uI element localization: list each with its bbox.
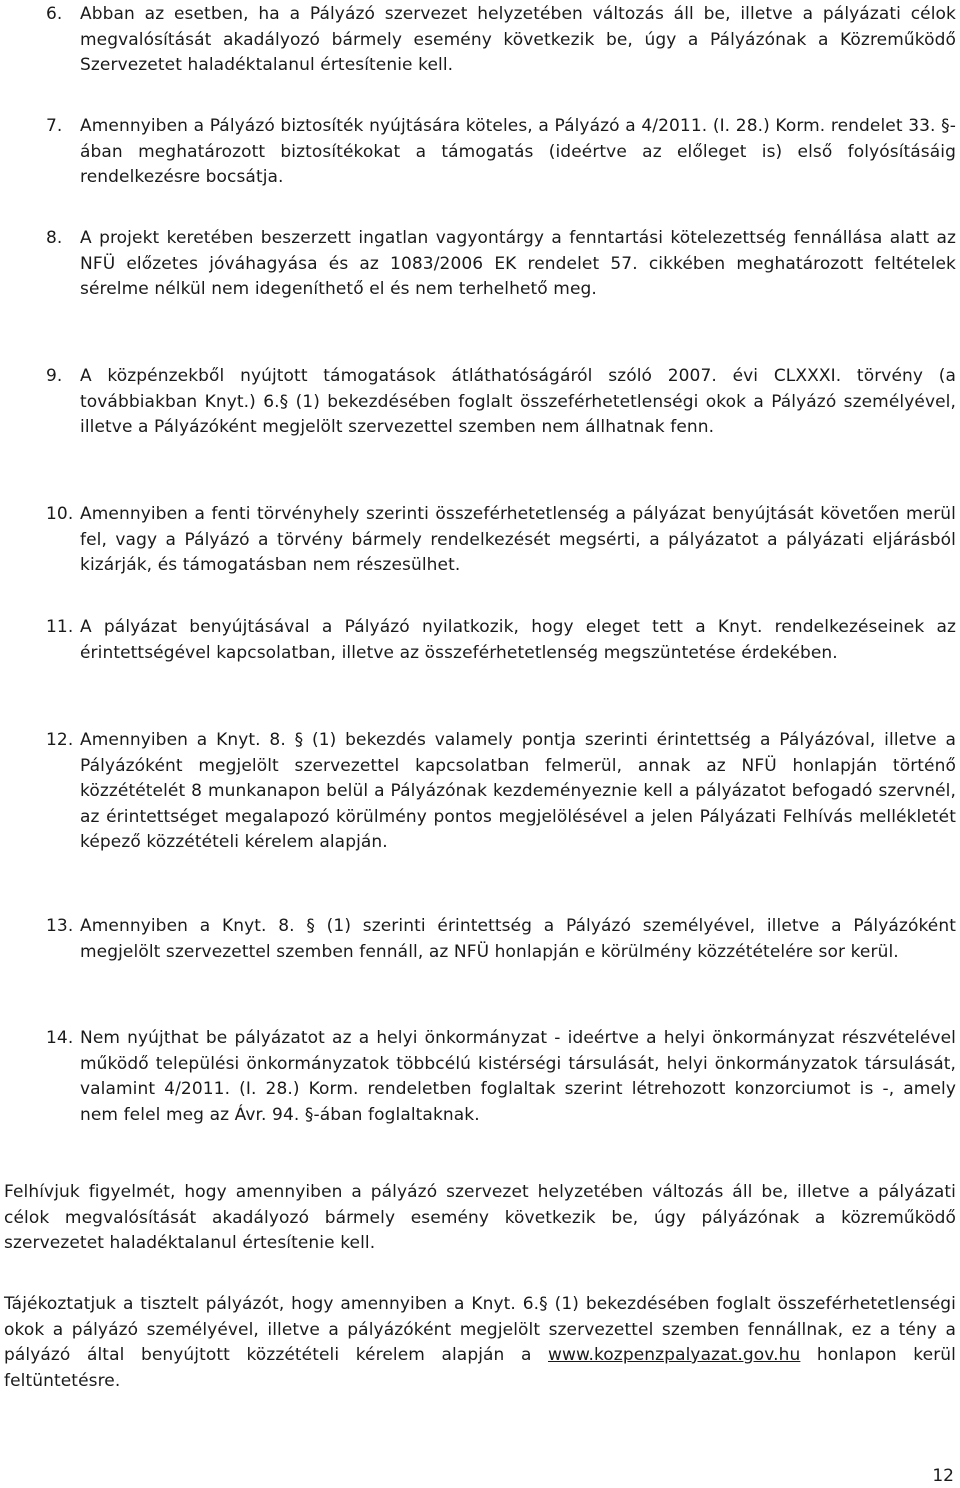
item-text: Abban az esetben, ha a Pályázó szervezet helyzetében változás áll be, illetve a pályázati célok megvalósítását akadályozó bármely esemény következik be, úgy a Pályázónak a Közreműködő Szervezetet haladéktalanul értesítenie kell. xyxy=(80,4,956,75)
item-number: 7. xyxy=(46,116,63,136)
item-number: 10. xyxy=(46,504,74,524)
item-text: A pályázat benyújtásával a Pályázó nyilatkozik, hogy eleget tett a Knyt. rendelkezéseinek az érintettségével kapcsolatban, illetve az összeférhetetlenség megszüntetése érdekében. xyxy=(80,617,956,663)
list-item-10 xyxy=(0,502,956,579)
item-number: 14. xyxy=(46,1028,74,1048)
item-text: A közpénzekből nyújtott támogatások átláthatóságáról szóló 2007. évi CLXXXI. törvény (a továbbiakban Knyt.) 6.§ (1) bekezdésében foglalt összeférhetetlenségi okok a Pályázó személyével, illetve a Pályázóként megjelölt szervezettel szemben nem állhatnak fenn. xyxy=(80,366,956,437)
list-item-6 xyxy=(0,2,956,79)
item-number: 9. xyxy=(46,366,63,386)
item-number: 8. xyxy=(46,228,63,248)
notice-paragraph-change: Felhívjuk figyelmét, hogy amennyiben a pályázó szervezet helyzetében változás áll be, illetve a pályázati célok megvalósítását akadályozó bármely esemény következik be, úgy pályázónak a közreműködő szervezetet haladéktalanul értesítenie kell. xyxy=(4,1182,956,1253)
list-item-13 xyxy=(0,914,956,965)
list-item-7 xyxy=(0,114,956,191)
page-number: 12 xyxy=(932,1466,954,1486)
item-text: Amennyiben a Knyt. 8. § (1) bekezdés valamely pontja szerinti érintettség a Pályázóval, illetve a Pályázóként megjelölt szervezettel kapcsolatban felmerül, annak az NFÜ honlapján történő közzétételét 8 munkanapon belül a Pályázónak kezdeményeznie kell a pályázatot befogadó szervnél, az érintettséget megalapozó körülmény pontos megjelölésével a jelen Pályázati Felhívás mellékletét képező közzétételi kérelem alapján. xyxy=(80,730,956,852)
list-item-9 xyxy=(0,364,956,441)
item-number: 12. xyxy=(46,730,74,750)
list-item-12 xyxy=(0,728,956,856)
item-text: Nem nyújthat be pályázatot az a helyi önkormányzat - ideértve a helyi önkormányzat részvételével működő települési önkormányzatok többcélú kistérségi társulását, helyi önkormányzatok társulását, valamint 4/2011. (I. 28.) Korm. rendeletben foglaltak szerint létrehozott konzorciumot is -, amely nem felel meg az Ávr. 94. §-ában foglaltaknak. xyxy=(80,1028,956,1125)
item-text: A projekt keretében beszerzett ingatlan vagyontárgy a fenntartási kötelezettség fennállása alatt az NFÜ előzetes jóváhagyása és az 1083/2006 EK rendelet 57. cikkében meghatározott feltételek sérelme nélkül nem idegeníthető el és nem terhelhető meg. xyxy=(80,228,956,299)
item-text: Amennyiben a fenti törvényhely szerinti összeférhetetlenség a pályázat benyújtását követően merül fel, vagy a Pályázó a törvény bármely rendelkezését megsérti, a pályázatot a pályázati eljárásból kizárják, és támogatásban nem részesülhet. xyxy=(80,504,956,575)
notice-text-after-link: honlapon kerül feltüntetésre. xyxy=(4,1345,956,1391)
item-text: Amennyiben a Pályázó biztosíték nyújtására köteles, a Pályázó a 4/2011. (I. 28.) Korm. rendelet 33. §-ában meghatározott biztosítékokat a támogatás (ideértve az előleget is) első folyósításáig rendelkezésre bocsátja. xyxy=(80,116,956,187)
list-item-14 xyxy=(0,1026,956,1128)
item-text: Amennyiben a Knyt. 8. § (1) szerinti érintettség a Pályázó személyével, illetve a Pályázóként megjelölt szervezettel szemben fennáll, az NFÜ honlapján e körülmény közzétételére sor kerül. xyxy=(80,916,956,962)
notice-paragraph-publication xyxy=(4,1292,956,1394)
kozpenzpalyazat-link[interactable]: www.kozpenzpalyazat.gov.hu xyxy=(548,1345,801,1365)
item-number: 13. xyxy=(46,916,74,936)
list-item-11 xyxy=(0,615,956,666)
notice-text-before-link: Tájékoztatjuk a tisztelt pályázót, hogy amennyiben a Knyt. 6.§ (1) bekezdésében foglalt összeférhetetlenségi okok a pályázó személyével, illetve a pályázóként megjelölt szervezettel szemben fennállnak, ez a tény a pályázó által benyújtott közzétételi kérelem alapján a xyxy=(4,1294,956,1365)
item-number: 11. xyxy=(46,617,74,637)
list-item-8 xyxy=(0,226,956,303)
item-number: 6. xyxy=(46,4,63,24)
